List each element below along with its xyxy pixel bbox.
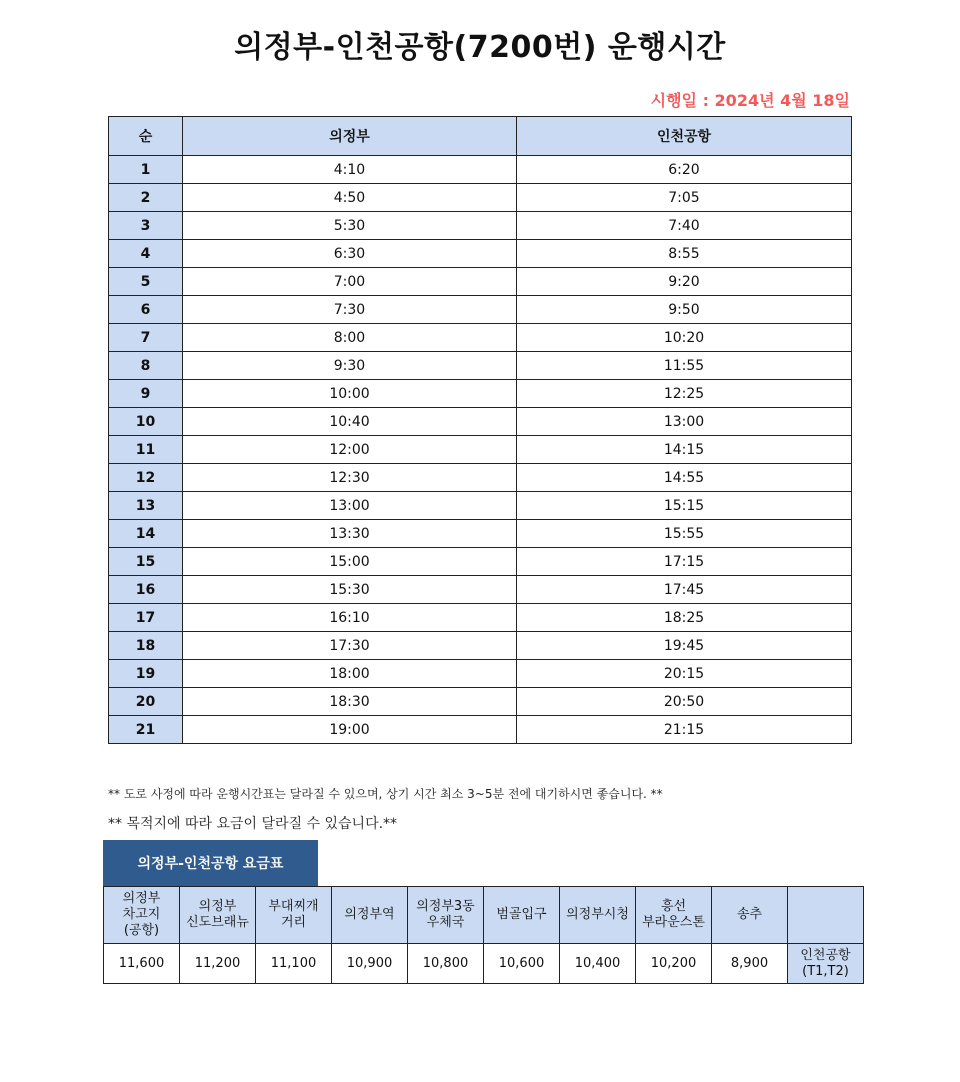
trip-number-cell: 14 — [109, 520, 183, 548]
trip-number-cell: 15 — [109, 548, 183, 576]
uijeongbu-departure-cell: 4:10 — [183, 156, 517, 184]
schedule-table — [108, 116, 852, 744]
trip-number-cell: 7 — [109, 324, 183, 352]
fare-header-row — [104, 887, 864, 944]
column-header-incheon-airport: 인천공항 — [517, 117, 852, 156]
trip-number-cell: 13 — [109, 492, 183, 520]
fare-stop-header: 범골입구 — [484, 887, 560, 944]
schedule-row — [109, 716, 852, 744]
fare-destination-cell: 인천공항 (T1,T2) — [788, 944, 864, 984]
uijeongbu-departure-cell: 4:50 — [183, 184, 517, 212]
schedule-row — [109, 436, 852, 464]
incheon-airport-time-cell: 14:55 — [517, 464, 852, 492]
uijeongbu-departure-cell: 18:00 — [183, 660, 517, 688]
column-header-number: 순 — [109, 117, 183, 156]
uijeongbu-departure-cell: 18:30 — [183, 688, 517, 716]
fare-table-title: 의정부-인천공항 요금표 — [103, 840, 318, 886]
fare-value-cell: 11,200 — [180, 944, 256, 984]
trip-number-cell: 8 — [109, 352, 183, 380]
schedule-row — [109, 604, 852, 632]
trip-number-cell: 19 — [109, 660, 183, 688]
incheon-airport-time-cell: 20:50 — [517, 688, 852, 716]
uijeongbu-departure-cell: 16:10 — [183, 604, 517, 632]
incheon-airport-time-cell: 8:55 — [517, 240, 852, 268]
uijeongbu-departure-cell: 9:30 — [183, 352, 517, 380]
trip-number-cell: 16 — [109, 576, 183, 604]
uijeongbu-departure-cell: 8:00 — [183, 324, 517, 352]
trip-number-cell: 5 — [109, 268, 183, 296]
incheon-airport-time-cell: 15:55 — [517, 520, 852, 548]
trip-number-cell: 9 — [109, 380, 183, 408]
uijeongbu-departure-cell: 7:30 — [183, 296, 517, 324]
schedule-row — [109, 688, 852, 716]
fare-value-cell: 10,600 — [484, 944, 560, 984]
trip-number-cell: 18 — [109, 632, 183, 660]
schedule-row — [109, 548, 852, 576]
page-title: 의정부-인천공항(7200번) 운행시간 — [234, 30, 726, 65]
incheon-airport-time-cell: 14:15 — [517, 436, 852, 464]
fare-stop-header: 부대찌개 거리 — [256, 887, 332, 944]
fare-stop-header — [788, 887, 864, 944]
fare-value-cell: 11,100 — [256, 944, 332, 984]
incheon-airport-time-cell: 18:25 — [517, 604, 852, 632]
incheon-airport-time-cell: 15:15 — [517, 492, 852, 520]
fare-stop-header: 의정부 차고지 (공항) — [104, 887, 180, 944]
incheon-airport-time-cell: 19:45 — [517, 632, 852, 660]
schedule-row — [109, 576, 852, 604]
schedule-row — [109, 464, 852, 492]
schedule-row — [109, 632, 852, 660]
trip-number-cell: 12 — [109, 464, 183, 492]
uijeongbu-departure-cell: 12:00 — [183, 436, 517, 464]
incheon-airport-time-cell: 9:20 — [517, 268, 852, 296]
fare-stop-header: 의정부 신도브래뉴 — [180, 887, 256, 944]
fare-stop-header: 송추 — [712, 887, 788, 944]
uijeongbu-departure-cell: 19:00 — [183, 716, 517, 744]
schedule-row — [109, 268, 852, 296]
fare-stop-header: 흥선 부라운스톤 — [636, 887, 712, 944]
trip-number-cell: 21 — [109, 716, 183, 744]
trip-number-cell: 11 — [109, 436, 183, 464]
trip-number-cell: 3 — [109, 212, 183, 240]
fare-value-cell: 11,600 — [104, 944, 180, 984]
schedule-body — [109, 156, 852, 744]
schedule-row — [109, 324, 852, 352]
schedule-row — [109, 240, 852, 268]
fare-value-cell: 10,800 — [408, 944, 484, 984]
fare-value-cell: 10,200 — [636, 944, 712, 984]
incheon-airport-time-cell: 7:40 — [517, 212, 852, 240]
uijeongbu-departure-cell: 6:30 — [183, 240, 517, 268]
incheon-airport-time-cell: 10:20 — [517, 324, 852, 352]
schedule-row — [109, 352, 852, 380]
schedule-row — [109, 520, 852, 548]
fare-stop-header: 의정부시청 — [560, 887, 636, 944]
incheon-airport-time-cell: 17:45 — [517, 576, 852, 604]
uijeongbu-departure-cell: 17:30 — [183, 632, 517, 660]
incheon-airport-time-cell: 9:50 — [517, 296, 852, 324]
uijeongbu-departure-cell: 13:00 — [183, 492, 517, 520]
incheon-airport-time-cell: 13:00 — [517, 408, 852, 436]
incheon-airport-time-cell: 6:20 — [517, 156, 852, 184]
incheon-airport-time-cell: 20:15 — [517, 660, 852, 688]
schedule-row — [109, 212, 852, 240]
trip-number-cell: 1 — [109, 156, 183, 184]
fare-value-cell: 10,400 — [560, 944, 636, 984]
trip-number-cell: 20 — [109, 688, 183, 716]
effective-date: 시행일 : 2024년 4월 18일 — [650, 91, 850, 110]
fare-value-cell: 8,900 — [712, 944, 788, 984]
trip-number-cell: 17 — [109, 604, 183, 632]
uijeongbu-departure-cell: 12:30 — [183, 464, 517, 492]
schedule-row — [109, 660, 852, 688]
incheon-airport-time-cell: 11:55 — [517, 352, 852, 380]
uijeongbu-departure-cell: 15:30 — [183, 576, 517, 604]
fare-stop-header: 의정부역 — [332, 887, 408, 944]
road-condition-note: ** 도로 사정에 따라 운행시간표는 달라질 수 있으며, 상기 시간 최소 3~5분 전에 대기하시면 좋습니다. ** — [108, 787, 663, 801]
schedule-row — [109, 296, 852, 324]
schedule-row — [109, 156, 852, 184]
incheon-airport-time-cell: 7:05 — [517, 184, 852, 212]
fare-table — [103, 886, 864, 984]
schedule-row — [109, 184, 852, 212]
uijeongbu-departure-cell: 15:00 — [183, 548, 517, 576]
schedule-row — [109, 380, 852, 408]
column-header-uijeongbu: 의정부 — [183, 117, 517, 156]
trip-number-cell: 10 — [109, 408, 183, 436]
schedule-row — [109, 492, 852, 520]
incheon-airport-time-cell: 21:15 — [517, 716, 852, 744]
uijeongbu-departure-cell: 13:30 — [183, 520, 517, 548]
uijeongbu-departure-cell: 5:30 — [183, 212, 517, 240]
uijeongbu-departure-cell: 10:00 — [183, 380, 517, 408]
fare-value-cell: 10,900 — [332, 944, 408, 984]
fare-stop-header: 의정부3동 우체국 — [408, 887, 484, 944]
fare-variation-note: ** 목적지에 따라 요금이 달라질 수 있습니다.** — [108, 816, 398, 832]
schedule-row — [109, 408, 852, 436]
trip-number-cell: 6 — [109, 296, 183, 324]
incheon-airport-time-cell: 12:25 — [517, 380, 852, 408]
uijeongbu-departure-cell: 7:00 — [183, 268, 517, 296]
trip-number-cell: 4 — [109, 240, 183, 268]
fare-value-row — [104, 944, 864, 984]
uijeongbu-departure-cell: 10:40 — [183, 408, 517, 436]
schedule-header-row — [109, 117, 852, 156]
trip-number-cell: 2 — [109, 184, 183, 212]
incheon-airport-time-cell: 17:15 — [517, 548, 852, 576]
